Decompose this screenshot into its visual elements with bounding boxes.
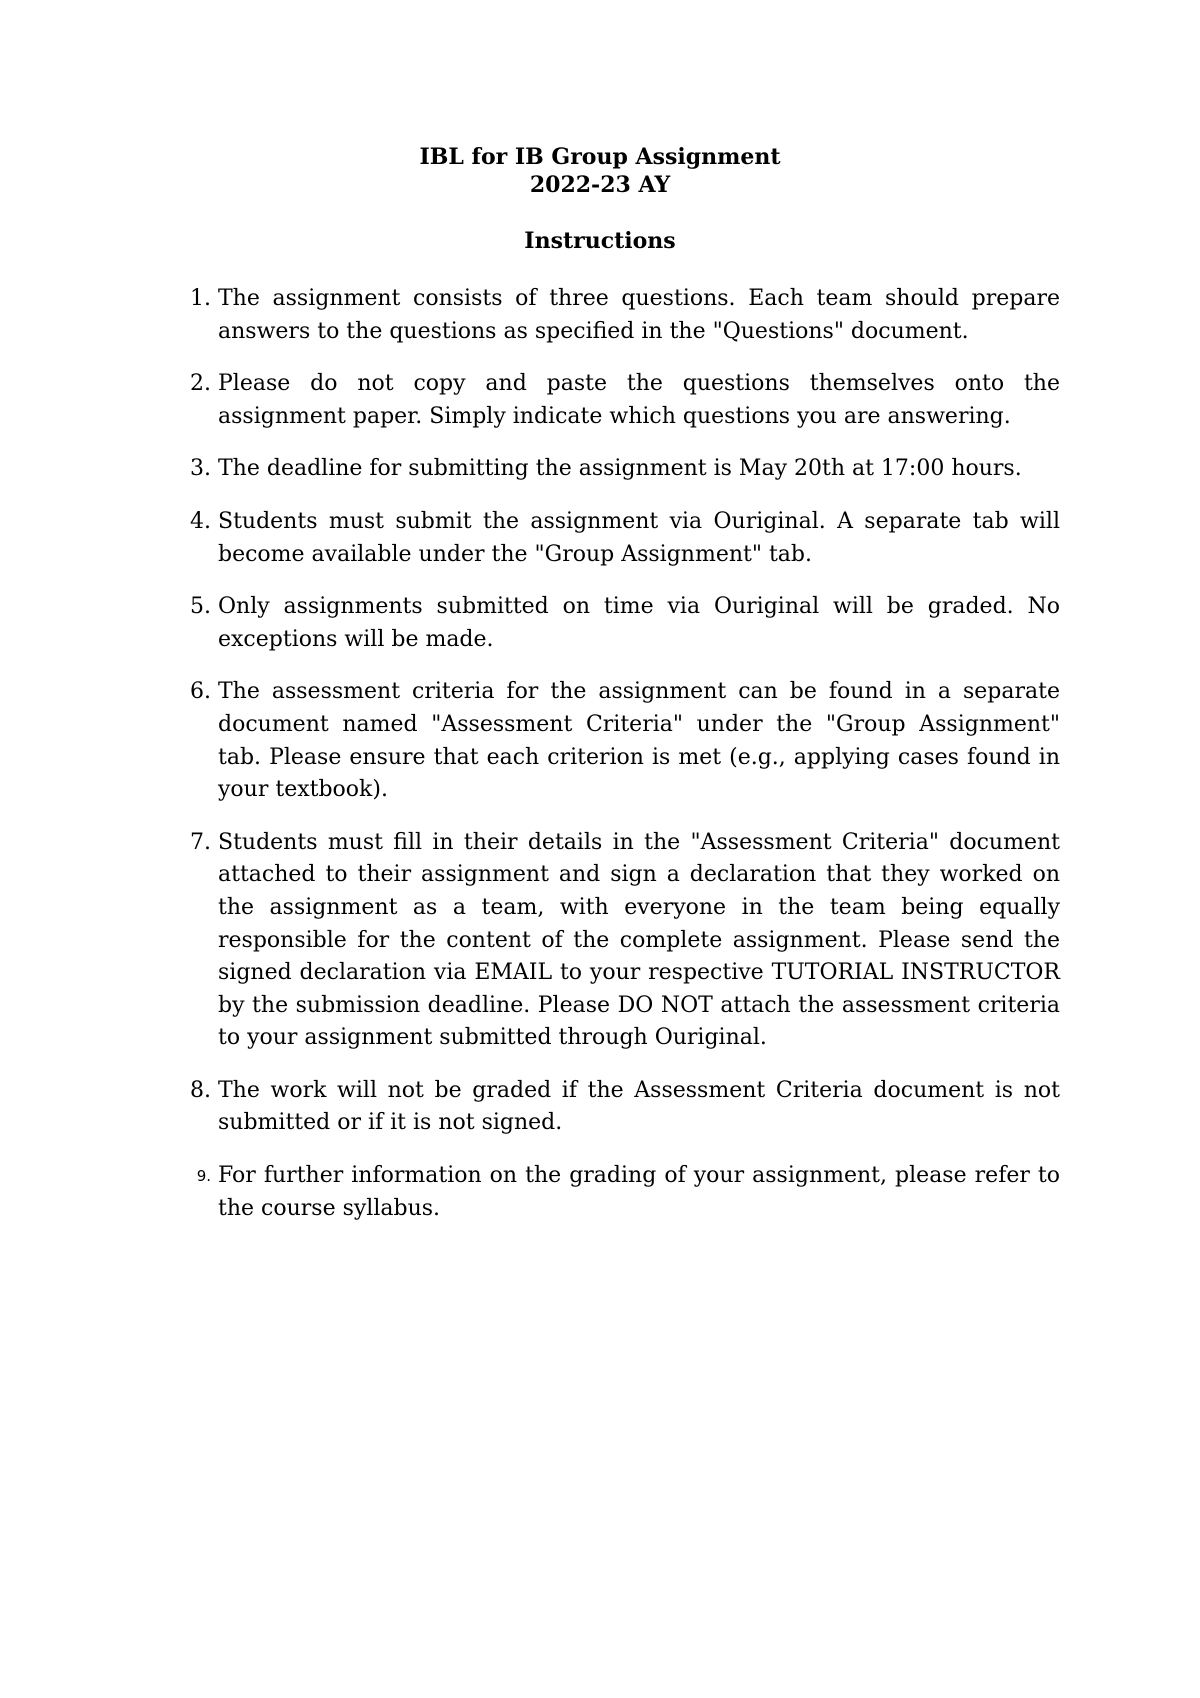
list-item [160, 827, 1060, 1055]
item-number: 8. [190, 1077, 211, 1103]
item-text: Please do not copy and paste the questions themselves onto the assignment paper. Simply indicate which questions you are answering. [218, 371, 1060, 429]
item-number: 4. [190, 508, 211, 534]
list-item [160, 453, 1060, 486]
academic-year: 2022-23 AY [529, 172, 671, 198]
item-text: The assignment consists of three questions. Each team should prepare answers to the questions as specified in the "Questions" document. [218, 286, 1060, 344]
list-item [160, 591, 1060, 656]
list-item [160, 283, 1060, 348]
item-number: 1. [190, 286, 211, 311]
item-number: 3. [190, 456, 211, 482]
item-text: Only assignments submitted on time via Ouriginal will be graded. No exceptions will be made. [218, 594, 1060, 652]
item-text: Students must fill in their details in the "Assessment Criteria" document attached to their assignment and sign a declaration that they worked on the assignment as a team, with everyone in the team being equally responsible for the content of the complete assignment. Please send the signed declaration via EMAIL to your respective TUTORIAL INSTRUCTOR by the submission deadline. Please DO NOT attach the assessment criteria to your assignment submitted through Ouriginal. [218, 829, 1060, 1051]
item-number: 2. [190, 371, 211, 397]
item-text: The assessment criteria for the assignment can be found in a separate document named "Assessment Criteria" under the "Group Assignment" tab. Please ensure that each criterion is met (e.g., applying cases found in your textbook). [218, 679, 1060, 803]
list-item [160, 1075, 1060, 1140]
document-title: IBL for IB Group Assignment [419, 144, 781, 170]
list-item [160, 1160, 1060, 1225]
item-number: 5. [190, 594, 211, 620]
item-text: The work will not be graded if the Assessment Criteria document is not submitted or if it is not signed. [218, 1077, 1060, 1136]
section-heading: Instructions [524, 228, 676, 254]
list-item [160, 368, 1060, 433]
item-text: For further information on the grading of your assignment, please refer to the course syllabus. [218, 1163, 1060, 1221]
item-number: 9. [196, 1167, 211, 1186]
list-item [160, 676, 1060, 806]
item-number: 6. [190, 679, 211, 705]
item-number: 7. [190, 829, 211, 855]
instructions-list [160, 283, 1060, 1245]
item-text: Students must submit the assignment via Ouriginal. A separate tab will become available under the "Group Assignment" tab. [218, 508, 1060, 567]
item-text: The deadline for submitting the assignment is May 20th at 17:00 hours. [218, 456, 1022, 482]
list-item [160, 506, 1060, 571]
